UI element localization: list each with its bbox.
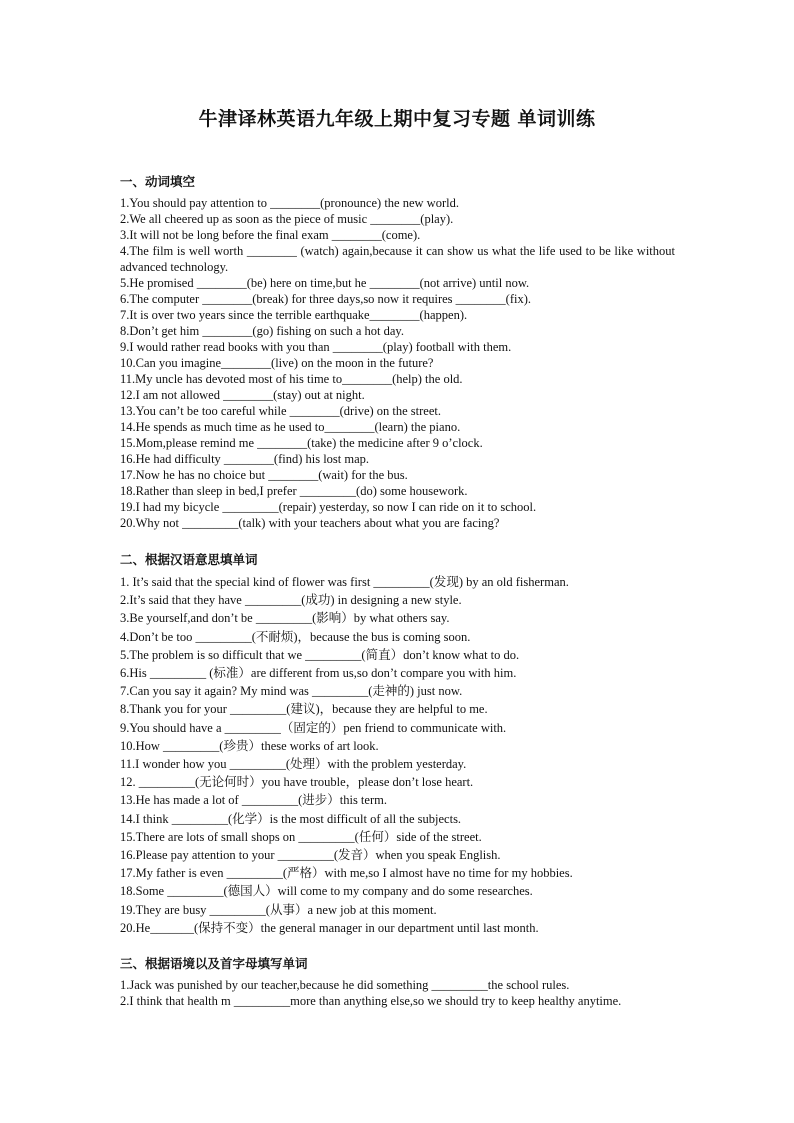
exercise-item: 20.He_______(保持不变）the general manager in our department until last month. <box>120 920 539 935</box>
exercise-item: 11.My uncle has devoted most of his time to________(help) the old. <box>120 372 463 386</box>
exercise-item: 1. It’s said that the special kind of flower was first _________(发现) by an old fisherman. <box>120 575 569 589</box>
exercise-item: 3.It will not be long before the final exam ________(come). <box>120 228 421 242</box>
exercise-item: 16.Please pay attention to your _________(发音）when you speak English. <box>120 848 501 863</box>
exercise-item: 5.He promised ________(be) here on time,but he ________(not arrive) until now. <box>120 276 530 290</box>
exercise-item: 6.His _________ (标准）are different from us,so don’t compare you with him. <box>120 666 517 681</box>
exercise-item: 18.Some _________(德国人）will come to my company and do some researches. <box>120 884 533 899</box>
exercise-item: 7.It is over two years since the terrible earthquake________(happen). <box>120 308 468 322</box>
exercise-item: 19.They are busy _________(从事）a new job at this moment. <box>120 902 437 917</box>
exercise-item: 5.The problem is so difficult that we _________(简直）don’t know what to do. <box>120 647 520 662</box>
exercise-item: 2.We all cheered up as soon as the piece of music ________(play). <box>120 212 454 226</box>
section-verb-fill <box>120 174 675 531</box>
exercise-item: 2.It’s said that they have _________(成功) in designing a new style. <box>120 593 462 608</box>
exercise-item: 8.Thank you for your _________(建议)，because they are helpful to me. <box>120 702 488 717</box>
exercise-item: 9.I would rather read books with you than ________(play) football with them. <box>120 340 512 354</box>
exercise-item: 1.Jack was punished by our teacher,because he did something _________the school rules. <box>120 978 570 992</box>
exercise-item: 3.Be yourself,and don’t be _________(影响）by what others say. <box>120 611 450 626</box>
exercise-item: 17.Now he has no choice but ________(wait) for the bus. <box>120 468 408 482</box>
exercise-item: 17.My father is even _________(严格）with me,so I almost have no time for my hobbies. <box>120 866 573 881</box>
exercise-item: 13.You can’t be too careful while ________(drive) on the street. <box>120 404 441 418</box>
exercise-item: 8.Don’t get him ________(go) fishing on such a hot day. <box>120 324 404 338</box>
exercise-item: 13.He has made a lot of _________(进步）this term. <box>120 793 387 808</box>
page-title: 牛津译林英语九年级上期中复习专题 单词训练 <box>198 108 596 130</box>
exercise-item: 10.Can you imagine________(live) on the moon in the future? <box>120 356 434 370</box>
exercise-item: 15.Mom,please remind me ________(take) the medicine after 9 o’clock. <box>120 436 483 450</box>
exercise-item: 10.How _________(珍贵）these works of art look. <box>120 738 379 753</box>
exercise-item: 16.He had difficulty ________(find) his lost map. <box>120 452 370 466</box>
exercise-item: 14.I think _________(化学）is the most difficult of all the subjects. <box>120 811 462 826</box>
exercise-item: 7.Can you say it again? My mind was _________(走神的) just now. <box>120 684 463 699</box>
exercise-item: 15.There are lots of small shops on _________(任何）side of the street. <box>120 829 482 844</box>
exercise-item: 19.I had my bicycle _________(repair) yesterday, so now I can ride on it to school. <box>120 500 537 514</box>
section-chinese-fill <box>120 552 675 937</box>
exercise-item: 4.The film is well worth ________ (watch) again,because it can show us what the life used to be like without advanced technology. <box>120 244 675 274</box>
exercise-item: 12. _________(无论何时）you have trouble，please don’t lose heart. <box>120 775 474 790</box>
exercise-item: 9.You should have a _________（固定的）pen friend to communicate with. <box>120 720 507 735</box>
section-heading: 一、动词填空 <box>120 174 196 189</box>
exercise-item: 12.I am not allowed ________(stay) out at night. <box>120 388 365 402</box>
section-heading: 二、根据汉语意思填单词 <box>120 552 258 567</box>
section-heading: 三、根据语境以及首字母填写单词 <box>120 956 308 971</box>
exercise-item: 1.You should pay attention to ________(pronounce) the new world. <box>120 196 459 210</box>
exercise-item: 20.Why not _________(talk) with your teachers about what you are facing? <box>120 516 500 530</box>
exercise-item: 2.I think that health m _________more than anything else,so we should try to keep healthy anytime. <box>120 994 622 1008</box>
section-context-initial-fill <box>120 956 675 1009</box>
exercise-item: 18.Rather than sleep in bed,I prefer _________(do) some housework. <box>120 484 468 498</box>
exercise-item: 4.Don’t be too _________(不耐烦)，because the bus is coming soon. <box>120 629 471 644</box>
exercise-item: 11.I wonder how you _________(处理）with the problem yesterday. <box>120 757 467 772</box>
exercise-item: 14.He spends as much time as he used to________(learn) the piano. <box>120 420 461 434</box>
exercise-item: 6.The computer ________(break) for three days,so now it requires ________(fix). <box>120 292 531 306</box>
